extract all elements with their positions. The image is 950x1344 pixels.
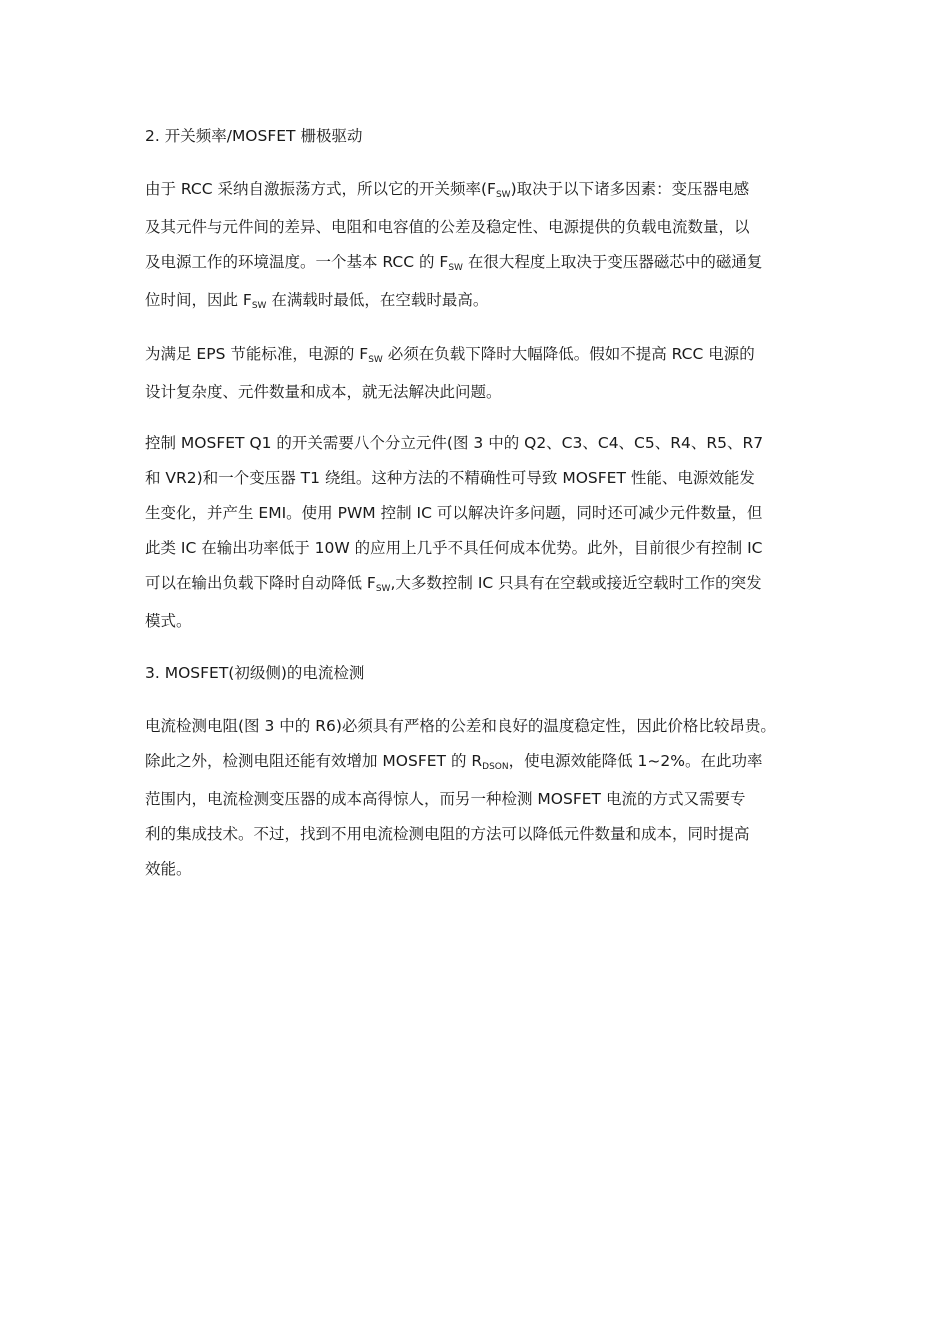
paragraph	[145, 709, 813, 887]
text-line: 效能。	[145, 860, 192, 878]
text-line: 范围内，电流检测变压器的成本高得惊人，而另一种检测 MOSFET 电流的方式又需要专	[145, 790, 746, 808]
section-heading: 3. MOSFET(初级侧)的电流检测	[145, 664, 365, 682]
paragraph	[145, 426, 813, 639]
text-line: 位时间，因此 $F_{SW}$ 在满载时最低，在空载时最高。	[145, 291, 489, 311]
section-current-sensing	[145, 655, 813, 887]
subscript: SW	[448, 263, 463, 273]
subscript: SW	[368, 355, 383, 365]
section-heading: 2. 开关频率/MOSFET 栅极驱动	[145, 127, 363, 145]
subscript: DSON	[482, 762, 509, 772]
text-line: 此类 IC 在输出功率低于 10W 的应用上几乎不具任何成本优势。此外，目前很少有控制 IC	[145, 539, 763, 557]
text-line: 控制 MOSFET Q1 的开关需要八个分立元件(图 3 中的 Q2、C3、C4、C5、R4、R5、R7	[145, 434, 764, 452]
text-line: 由于 RCC 采纳自激振荡方式，所以它的开关频率$(F_{SW})$取决于以下诸多因素：变压器电感	[145, 180, 750, 200]
text-line: 可以在输出负载下降时自动降低 $F_{SW}$,大多数控制 IC 只具有在空载或接近空载时工作的突发	[145, 574, 762, 594]
text-line: 为满足 EPS 节能标准，电源的 $F_{SW}$ 必须在负载下降时大幅降低。假如不提高 RCC 电源的	[145, 345, 755, 365]
text-line: 和 VR2)和一个变压器 T1 绕组。这种方法的不精确性可导致 MOSFET 性能、电源效能发	[145, 469, 755, 487]
subscript: SW	[495, 190, 511, 200]
text-line: 及其元件与元件间的差异、电阻和电容值的公差及稳定性、电源提供的负载电流数量，以	[145, 218, 750, 236]
text-line: 电流检测电阻(图 3 中的 R6)必须具有严格的公差和良好的温度稳定性，因此价格比较昂贵。	[145, 717, 776, 735]
text-line: 模式。	[145, 612, 192, 630]
paragraph	[145, 337, 813, 410]
section-switching-frequency	[145, 118, 813, 639]
document-page	[145, 118, 813, 903]
subscript: SW	[251, 301, 267, 311]
text-line: 除此之外，检测电阻还能有效增加 MOSFET 的 $R_{DSON}$，使电源效能降低 1~2%。在此功率	[145, 752, 763, 772]
text-line: 生变化，并产生 EMI。使用 PWM 控制 IC 可以解决许多问题，同时还可减少元件数量，但	[145, 504, 763, 522]
text-line: 及电源工作的环境温度。一个基本 RCC 的 $F_{SW}$ 在很大程度上取决于变压器磁芯中的磁通复	[145, 253, 763, 273]
subscript: SW	[375, 584, 391, 594]
paragraph	[145, 172, 813, 321]
text-line: 设计复杂度、元件数量和成本，就无法解决此问题。	[145, 383, 502, 401]
text-line: 利的集成技术。不过，找到不用电流检测电阻的方法可以降低元件数量和成本，同时提高	[145, 825, 750, 843]
